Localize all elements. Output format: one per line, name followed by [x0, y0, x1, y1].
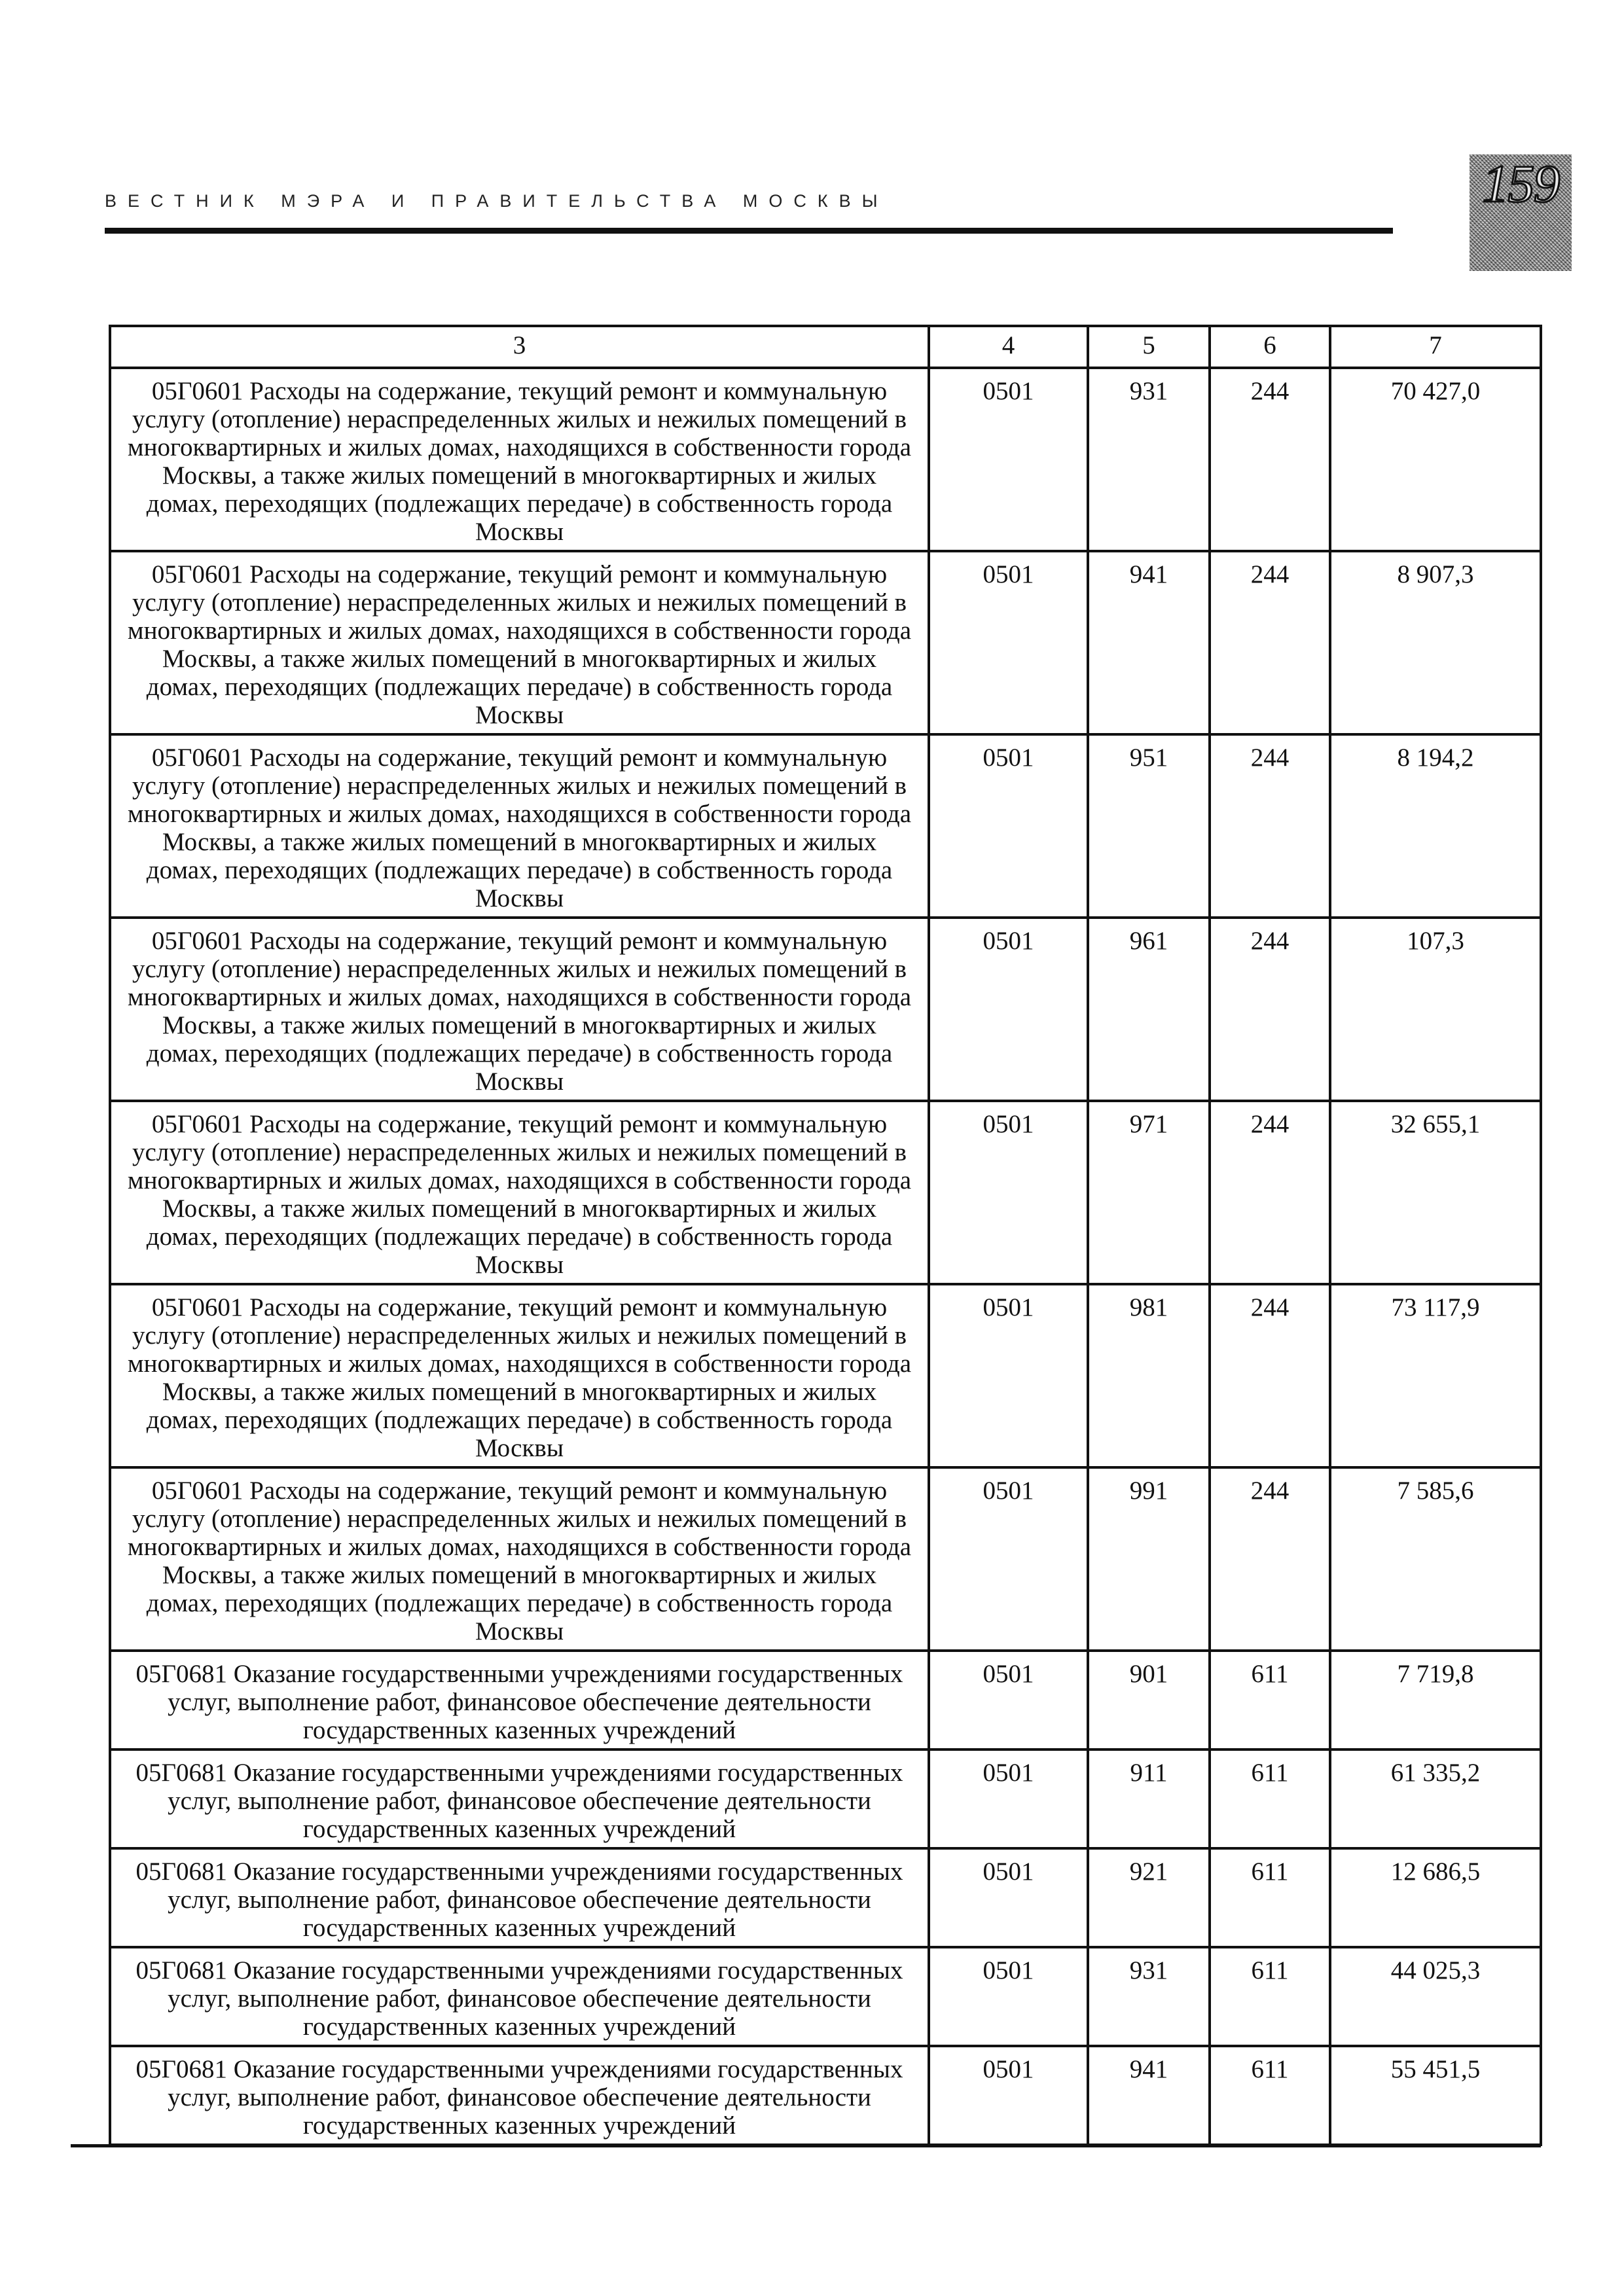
amount-value: 7 719,8: [1330, 1651, 1541, 1749]
blank-margin-cell: [71, 1651, 110, 1749]
table-row: [71, 551, 1541, 734]
table-row: [71, 1651, 1541, 1749]
section-code: 0501: [929, 1749, 1088, 1848]
row-description: 05Г0681 Оказание государственными учреждениями государственных услуг, выполнение работ, финансовое обеспечение деятельности государственных казенных учреждений: [110, 1947, 929, 2046]
department-code: 921: [1088, 1848, 1210, 1947]
department-code: 991: [1088, 1467, 1210, 1651]
expense-type-code: 611: [1210, 1848, 1330, 1947]
amount-value: 32 655,1: [1330, 1101, 1541, 1284]
blank-margin-cell: [71, 1749, 110, 1848]
table-row: [71, 1947, 1541, 2046]
expense-type-code: 244: [1210, 1467, 1330, 1651]
blank-margin-cell: [71, 1947, 110, 2046]
department-code: 941: [1088, 2046, 1210, 2145]
row-description: 05Г0681 Оказание государственными учреждениями государственных услуг, выполнение работ, финансовое обеспечение деятельности государственных казенных учреждений: [110, 1749, 929, 1848]
section-code: 0501: [929, 1284, 1088, 1467]
blank-margin-cell: [71, 2046, 110, 2145]
section-code: 0501: [929, 734, 1088, 918]
expense-type-code: 244: [1210, 918, 1330, 1101]
blank-margin-cell: [71, 734, 110, 918]
row-description: 05Г0601 Расходы на содержание, текущий ремонт и коммунальную услугу (отопление) нераспределенных жилых и нежилых помещений в многоквартирных и жилых домах, находящихся в собственности города Москвы, а также жилых помещений в многоквартирных и жилых домах, переходящих (подлежащих передаче) в собственность города Москвы: [110, 1284, 929, 1467]
amount-value: 61 335,2: [1330, 1749, 1541, 1848]
row-description: 05Г0681 Оказание государственными учреждениями государственных услуг, выполнение работ, финансовое обеспечение деятельности государственных казенных учреждений: [110, 2046, 929, 2145]
expense-type-code: 244: [1210, 368, 1330, 551]
expense-type-code: 244: [1210, 1284, 1330, 1467]
table-row: [71, 1749, 1541, 1848]
expense-type-code: 611: [1210, 1749, 1330, 1848]
department-code: 931: [1088, 368, 1210, 551]
amount-value: 8 907,3: [1330, 551, 1541, 734]
header-rule: [105, 228, 1393, 234]
section-code: 0501: [929, 551, 1088, 734]
expense-type-code: 244: [1210, 734, 1330, 918]
column-header-6: 6: [1210, 326, 1330, 368]
running-header-title: ВЕСТНИК МЭРА И ПРАВИТЕЛЬСТВА МОСКВЫ: [105, 191, 889, 211]
blank-margin-cell: [71, 326, 110, 368]
section-code: 0501: [929, 1101, 1088, 1284]
expense-type-code: 611: [1210, 1651, 1330, 1749]
table-row: [71, 918, 1541, 1101]
table-row: [71, 734, 1541, 918]
table-row: [71, 2046, 1541, 2145]
row-description: 05Г0681 Оказание государственными учреждениями государственных услуг, выполнение работ, финансовое обеспечение деятельности государственных казенных учреждений: [110, 1651, 929, 1749]
department-code: 911: [1088, 1749, 1210, 1848]
page-number: 159: [1482, 154, 1559, 213]
row-description: 05Г0601 Расходы на содержание, текущий ремонт и коммунальную услугу (отопление) нераспределенных жилых и нежилых помещений в многоквартирных и жилых домах, находящихся в собственности города Москвы, а также жилых помещений в многоквартирных и жилых домах, переходящих (подлежащих передаче) в собственность города Москвы: [110, 734, 929, 918]
blank-margin-cell: [71, 1284, 110, 1467]
amount-value: 44 025,3: [1330, 1947, 1541, 2046]
amount-value: 7 585,6: [1330, 1467, 1541, 1651]
expense-type-code: 611: [1210, 1947, 1330, 2046]
column-number-row: [71, 326, 1541, 368]
department-code: 941: [1088, 551, 1210, 734]
department-code: 961: [1088, 918, 1210, 1101]
page-number-badge: [1470, 154, 1572, 271]
column-header-5: 5: [1088, 326, 1210, 368]
expense-type-code: 244: [1210, 551, 1330, 734]
row-description: 05Г0601 Расходы на содержание, текущий ремонт и коммунальную услугу (отопление) нераспределенных жилых и нежилых помещений в многоквартирных и жилых домах, находящихся в собственности города Москвы, а также жилых помещений в многоквартирных и жилых домах, переходящих (подлежащих передаче) в собственность города Москвы: [110, 1467, 929, 1651]
table-bottom-rule: [71, 2144, 1541, 2147]
blank-margin-cell: [71, 1848, 110, 1947]
section-code: 0501: [929, 918, 1088, 1101]
department-code: 951: [1088, 734, 1210, 918]
department-code: 971: [1088, 1101, 1210, 1284]
section-code: 0501: [929, 1947, 1088, 2046]
row-description: 05Г0601 Расходы на содержание, текущий ремонт и коммунальную услугу (отопление) нераспределенных жилых и нежилых помещений в многоквартирных и жилых домах, находящихся в собственности города Москвы, а также жилых помещений в многоквартирных и жилых домах, переходящих (подлежащих передаче) в собственность города Москвы: [110, 1101, 929, 1284]
column-header-3: 3: [110, 326, 929, 368]
table-body: [71, 368, 1541, 2145]
blank-margin-cell: [71, 1101, 110, 1284]
section-code: 0501: [929, 1467, 1088, 1651]
section-code: 0501: [929, 368, 1088, 551]
amount-value: 107,3: [1330, 918, 1541, 1101]
amount-value: 12 686,5: [1330, 1848, 1541, 1947]
blank-margin-cell: [71, 1467, 110, 1651]
table-row: [71, 1848, 1541, 1947]
row-description: 05Г0601 Расходы на содержание, текущий ремонт и коммунальную услугу (отопление) нераспределенных жилых и нежилых помещений в многоквартирных и жилых домах, находящихся в собственности города Москвы, а также жилых помещений в многоквартирных и жилых домах, переходящих (подлежащих передаче) в собственность города Москвы: [110, 551, 929, 734]
expense-type-code: 244: [1210, 1101, 1330, 1284]
table-row: [71, 1284, 1541, 1467]
budget-table: [71, 325, 1542, 2146]
column-header-7: 7: [1330, 326, 1541, 368]
department-code: 981: [1088, 1284, 1210, 1467]
blank-margin-cell: [71, 551, 110, 734]
amount-value: 55 451,5: [1330, 2046, 1541, 2145]
table-row: [71, 1467, 1541, 1651]
section-code: 0501: [929, 2046, 1088, 2145]
expense-type-code: 611: [1210, 2046, 1330, 2145]
amount-value: 8 194,2: [1330, 734, 1541, 918]
amount-value: 73 117,9: [1330, 1284, 1541, 1467]
section-code: 0501: [929, 1651, 1088, 1749]
department-code: 901: [1088, 1651, 1210, 1749]
row-description: 05Г0601 Расходы на содержание, текущий ремонт и коммунальную услугу (отопление) нераспределенных жилых и нежилых помещений в многоквартирных и жилых домах, находящихся в собственности города Москвы, а также жилых помещений в многоквартирных и жилых домах, переходящих (подлежащих передаче) в собственность города Москвы: [110, 918, 929, 1101]
row-description: 05Г0681 Оказание государственными учреждениями государственных услуг, выполнение работ, финансовое обеспечение деятельности государственных казенных учреждений: [110, 1848, 929, 1947]
table-row: [71, 368, 1541, 551]
column-header-4: 4: [929, 326, 1088, 368]
department-code: 931: [1088, 1947, 1210, 2046]
blank-margin-cell: [71, 918, 110, 1101]
blank-margin-cell: [71, 368, 110, 551]
table-row: [71, 1101, 1541, 1284]
budget-table-container: [71, 325, 1542, 2146]
amount-value: 70 427,0: [1330, 368, 1541, 551]
row-description: 05Г0601 Расходы на содержание, текущий ремонт и коммунальную услугу (отопление) нераспределенных жилых и нежилых помещений в многоквартирных и жилых домах, находящихся в собственности города Москвы, а также жилых помещений в многоквартирных и жилых домах, переходящих (подлежащих передаче) в собственность города Москвы: [110, 368, 929, 551]
section-code: 0501: [929, 1848, 1088, 1947]
